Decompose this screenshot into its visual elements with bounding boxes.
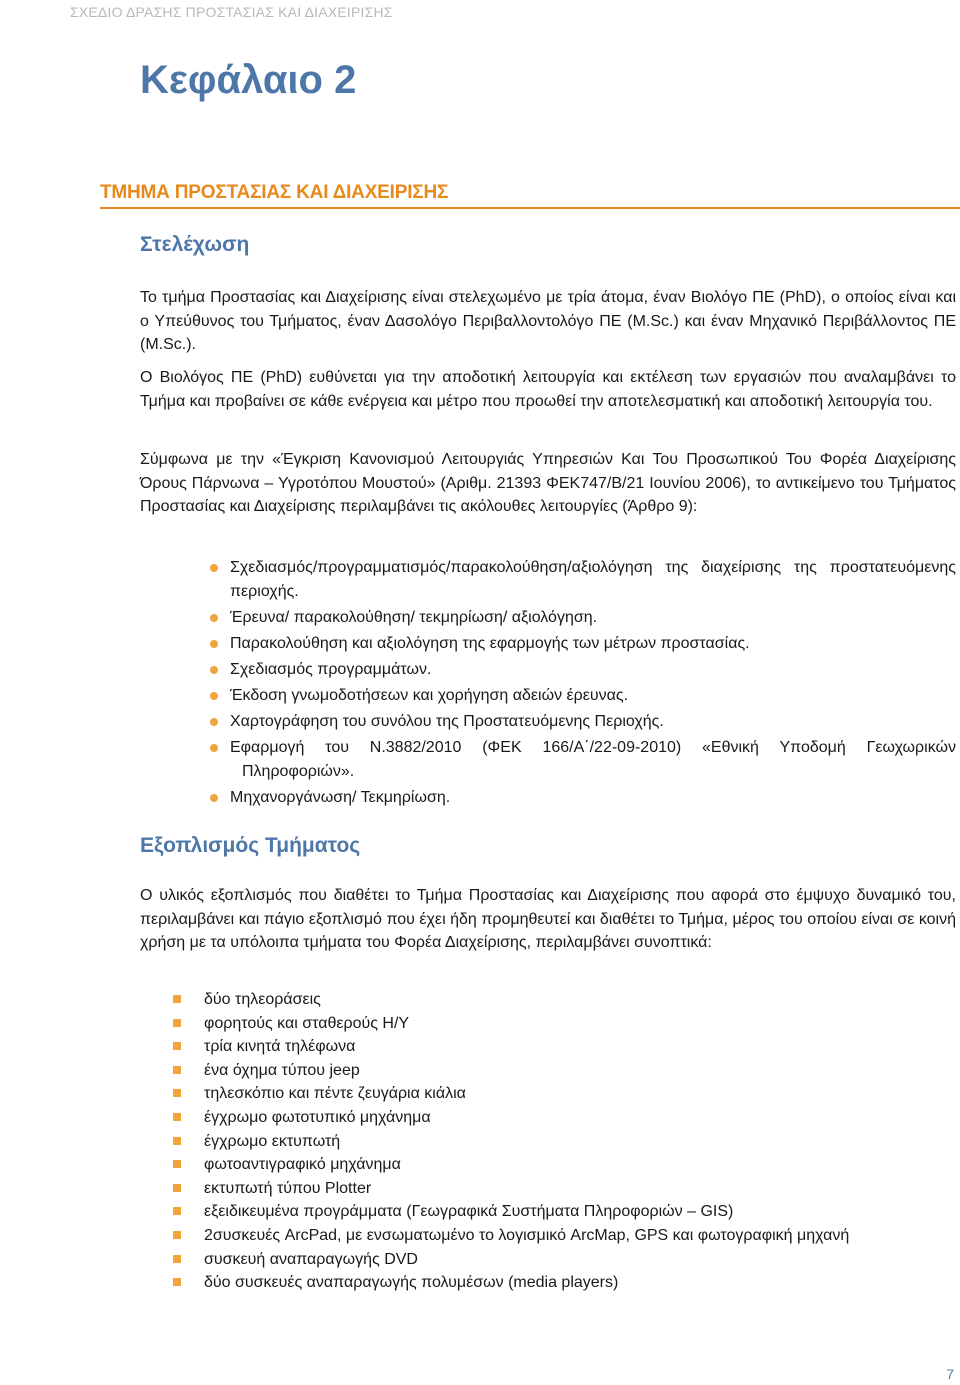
chapter-title: Κεφάλαιο 2 [140,58,357,102]
bullet-square-icon [173,1184,181,1192]
staffing-paragraph-2: Ο Βιολόγος ΠΕ (PhD) ευθύνεται για την αποδοτική λειτουργία και εκτέλεση των εργασιών που αναλαμβάνει το Τμήμα και προβαίνει σε κάθε ενέργεια και μέτρο που προωθεί την αποτελεσματική και αποδοτική λειτουργία του. [140,369,956,410]
equipment-heading: Εξοπλισμός Τμήματος [140,834,361,857]
list-item: Παρακολούθηση και αξιολόγηση της εφαρμογής των μέτρων προστασίας. [230,632,956,656]
list-item: εξειδικευμένα προγράμματα (Γεωγραφικά Συστήματα Πληροφοριών – GIS) [204,1200,956,1224]
staffing-heading: Στελέχωση [140,233,250,256]
bullet-square-icon [173,1160,181,1168]
bullet-dot-icon [210,794,218,802]
list-item: 2συσκευές ArcPad, με ενσωματωμένο το λογισμικό ArcMap, GPS και φωτογραφική μηχανή [204,1224,956,1248]
bullet-dot-icon [210,692,218,700]
bullet-dot-icon [210,718,218,726]
list-item: Σχεδιασμός/προγραμματισμός/παρακολούθηση/αξιολόγηση της διαχείρισης της προστατευόμενης περιοχής. [230,556,956,604]
list-item: έγχρωμο εκτυπωτή [204,1130,956,1154]
bullet-dot-icon [210,614,218,622]
list-item: τρία κινητά τηλέφωνα [204,1035,956,1059]
list-item: Εφαρμογή του Ν.3882/2010 (ΦΕΚ 166/Α΄/22-09-2010) «Εθνική Υποδομή Γεωχωρικών Πληροφοριών». [230,736,956,784]
list-item: έγχρωμο φωτοτυπικό μηχάνημα [204,1106,956,1130]
list-item: ένα όχημα τύπου jeep [204,1059,956,1083]
list-item: τηλεσκόπιο και πέντε ζευγάρια κιάλια [204,1082,956,1106]
list-item: συσκευή αναπαραγωγής DVD [204,1248,956,1272]
bullet-dot-icon [210,640,218,648]
section-title: ΤΜΗΜΑ ΠΡΟΣΤΑΣΙΑΣ ΚΑΙ ΔΙΑΧΕΙΡΙΣΗΣ [100,182,449,203]
bullet-square-icon [173,1019,181,1027]
bullet-dot-icon [210,564,218,572]
bullet-square-icon [173,1113,181,1121]
list-item: Σχεδιασμός προγραμμάτων. [230,658,956,682]
page-number: 7 [946,1366,954,1382]
section-divider [100,207,960,209]
bullet-square-icon [173,995,181,1003]
bullet-square-icon [173,1066,181,1074]
equipment-intro: Ο υλικός εξοπλισμός που διαθέτει το Τμήμα Προστασίας και Διαχείρισης που αφορά στο έμψυχο δυναμικό του, περιλαμβάνει και πάγιο εξοπλισμό που έχει ήδη προμηθευτεί και διαθέτει το Τμήμα, μέρος του οποίου είναι σε κοινή χρήση με τα υπόλοιπα τμήματα του Φορέα Διαχείρισης, περιλαμβάνει συνοπτικά: [140,887,956,951]
list-item: φωτοαντιγραφικό μηχάνημα [204,1153,956,1177]
list-item: Χαρτογράφηση του συνόλου της Προστατευόμενης Περιοχής. [230,710,956,734]
bullet-square-icon [173,1042,181,1050]
equipment-list [204,988,956,1295]
bullet-square-icon [173,1255,181,1263]
bullet-square-icon [173,1231,181,1239]
bullet-square-icon [173,1137,181,1145]
bullet-dot-icon [210,666,218,674]
running-header: ΣΧΕΔΙΟ ΔΡΑΣΗΣ ΠΡΟΣΤΑΣΙΑΣ ΚΑΙ ΔΙΑΧΕΙΡΙΣΗΣ [70,4,393,20]
staffing-paragraph-1: Το τμήμα Προστασίας και Διαχείρισης είναι στελεχωμένο με τρία άτομα, έναν Βιολόγο ΠΕ (PhD), ο οποίος είναι και ο Υπεύθυνος του Τμήματος, έναν Δασολόγο Περιβαλλοντολόγο ΠΕ (M.Sc.) και έναν Μηχανικό Περιβάλλοντος ΠΕ (M.Sc.). [140,289,956,353]
list-item: εκτυπωτή τύπου Plotter [204,1177,956,1201]
list-item: Έκδοση γνωμοδοτήσεων και χορήγηση αδειών έρευνας. [230,684,956,708]
bullet-dot-icon [210,744,218,752]
bullet-square-icon [173,1278,181,1286]
bullet-square-icon [173,1089,181,1097]
list-item: Έρευνα/ παρακολούθηση/ τεκμηρίωση/ αξιολόγηση. [230,606,956,630]
staffing-paragraph-3: Σύμφωνα με την «Έγκριση Κανονισμού Λειτουργιάς Υπηρεσιών Και Του Προσωπικού Του Φορέα Διαχείρισης Όρους Πάρνωνα – Υγροτόπου Μουστού» (Αριθμ. 21393 ΦΕΚ747/Β/21 Ιουνίου 2006), το αντικείμενο του Τμήματος Προστασίας και Διαχείρισης περιλαμβάνει τις ακόλουθες λειτουργίες (Άρθρο 9): [140,451,956,515]
list-item: δύο τηλεοράσεις [204,988,956,1012]
list-item: δύο συσκευές αναπαραγωγής πολυμέσων (media players) [204,1271,956,1295]
list-item: φορητούς και σταθερούς Η/Υ [204,1012,956,1036]
list-item: Μηχανοργάνωση/ Τεκμηρίωση. [230,786,956,810]
bullet-square-icon [173,1207,181,1215]
duties-list [230,556,956,812]
